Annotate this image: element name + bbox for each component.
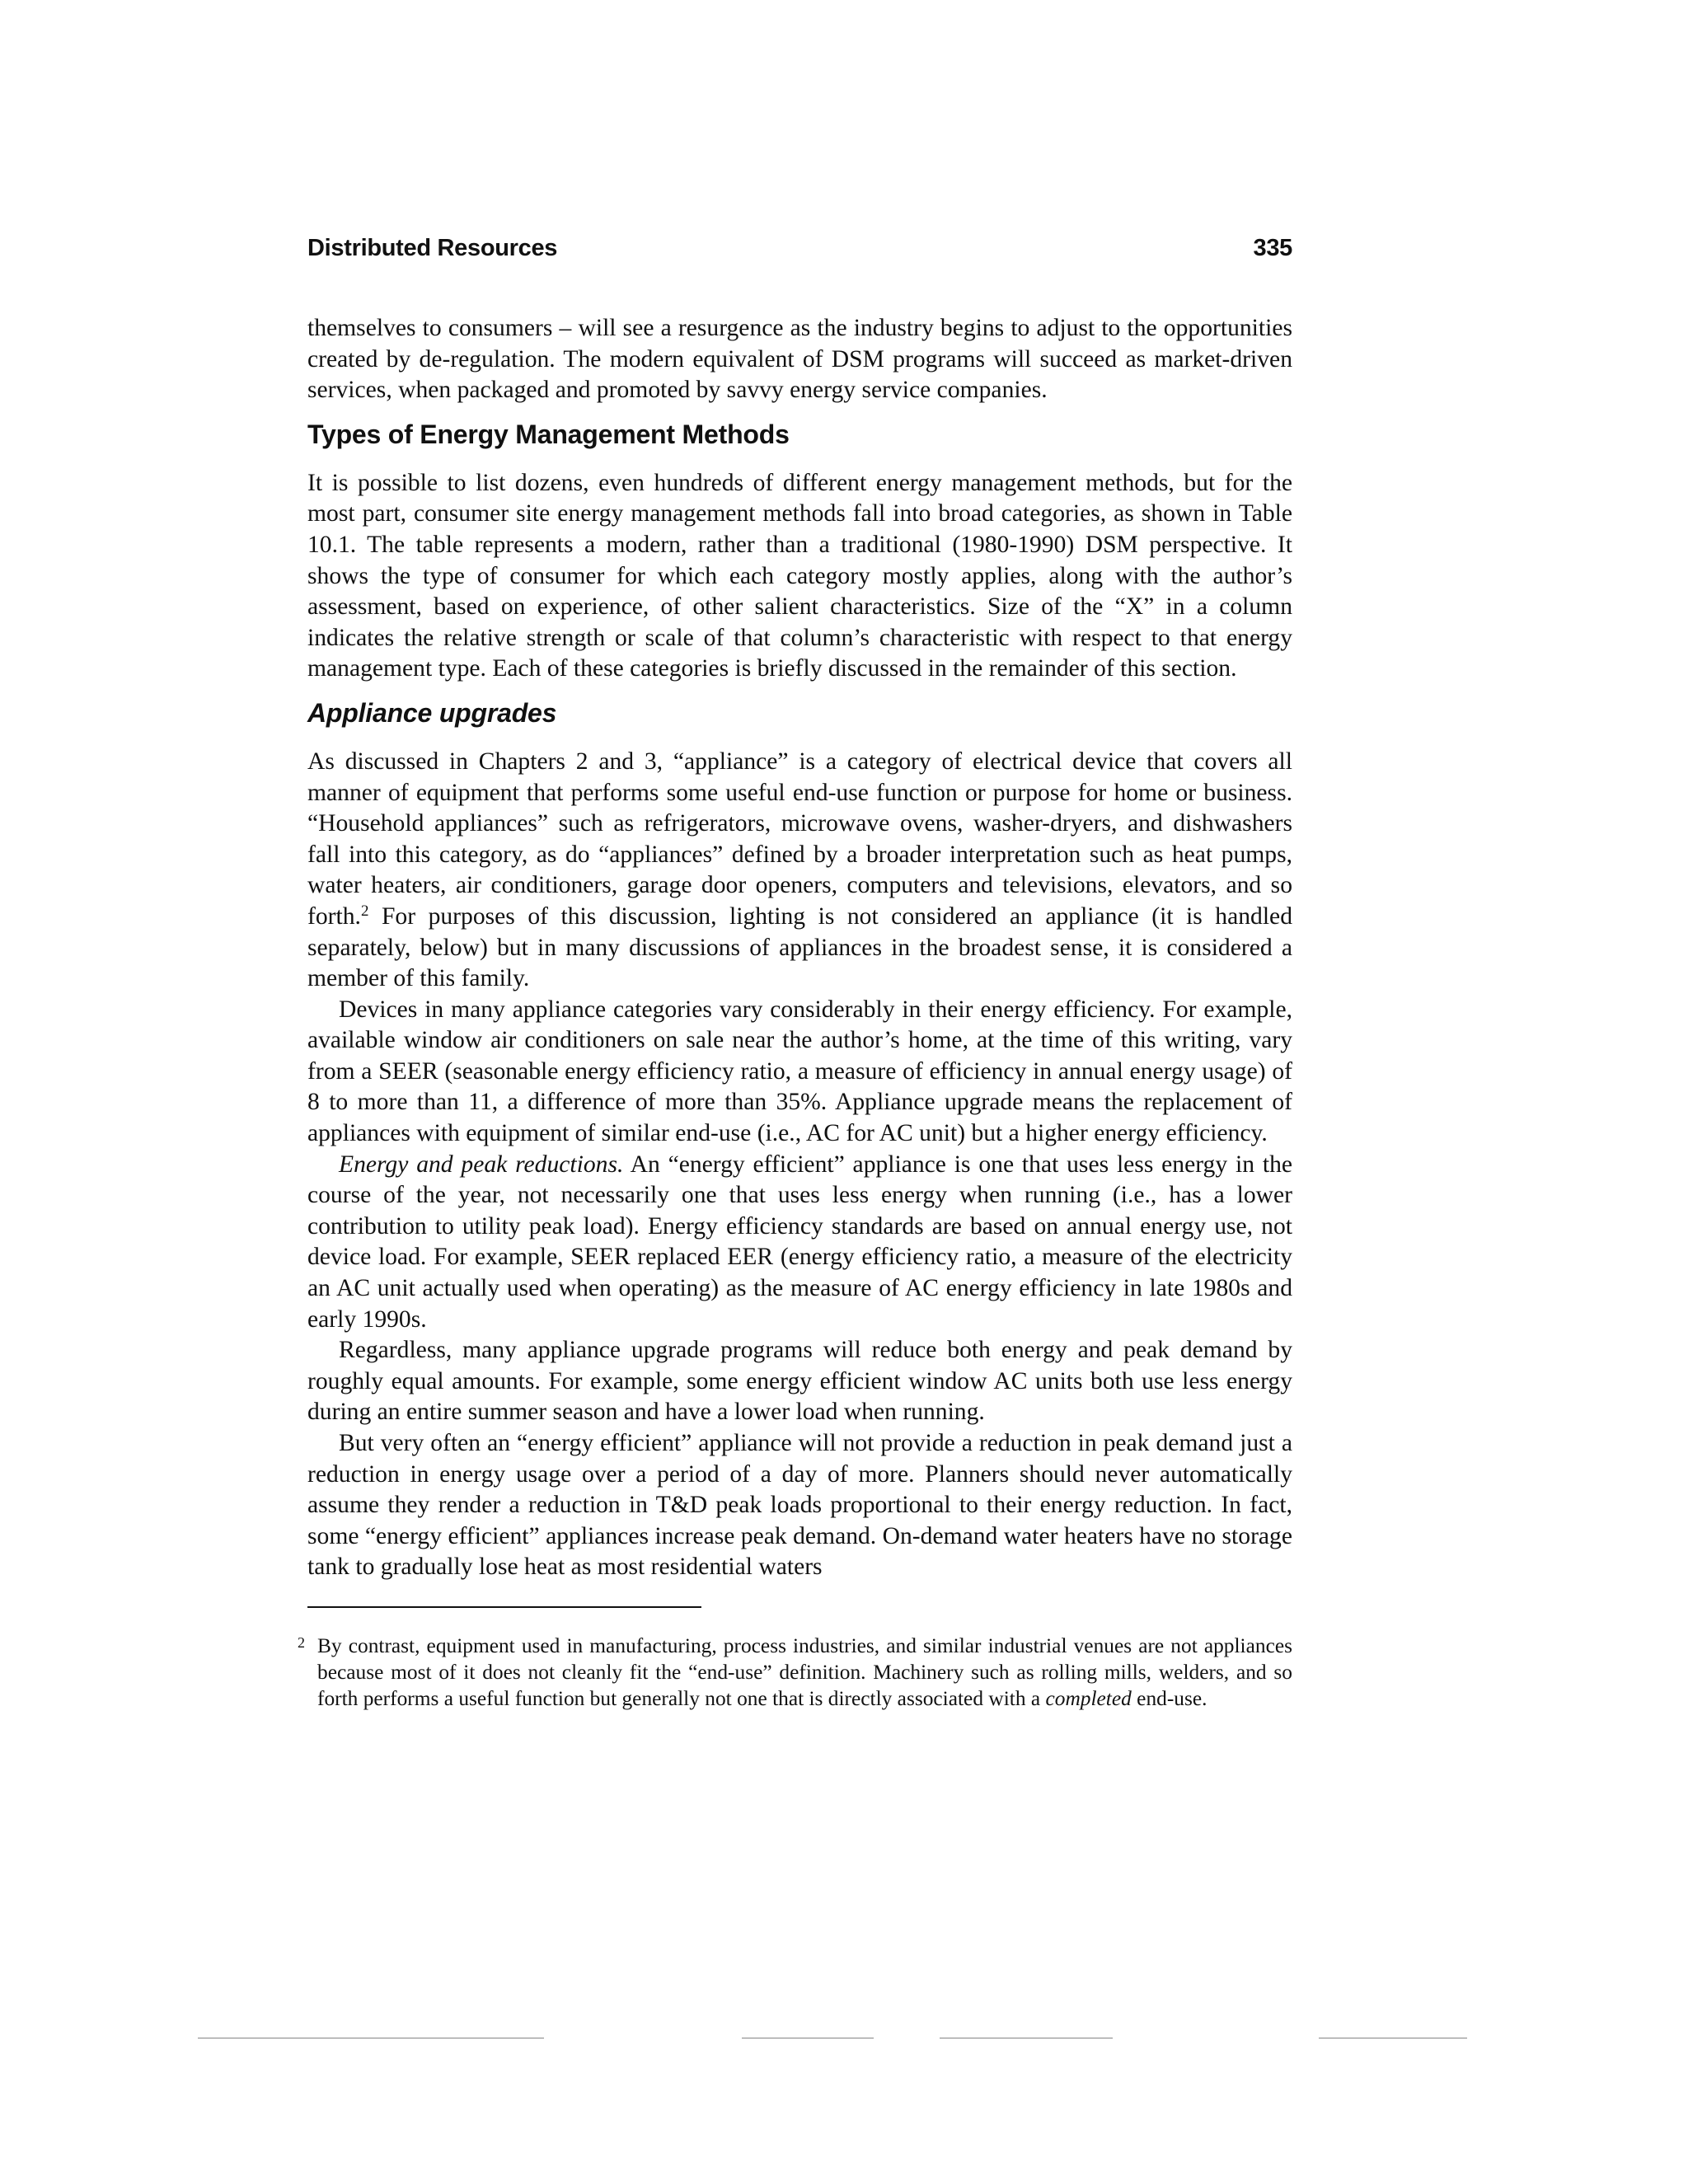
book-page bbox=[298, 235, 1293, 1712]
appliance-paragraph-1-text: As discussed in Chapters 2 and 3, “appliance” is a category of electrical device that covers all manner of equipment that performs some useful end-use function or purpose for home or business. “Household appliances” such as refrigerators, microwave ovens, washer-dryers, and dishwashers fall into this category, as do “appliances” defined by a broader interpretation such as heat pumps, water heaters, air conditioners, garage door openers, computers and televisions, elevators, and so forth. bbox=[307, 748, 1292, 930]
appliance-paragraph-2: Devices in many appliance categories vary considerably in their energy efficiency. For example, available window air conditioners on sale near the author’s home, at the time of this writing, vary from a SEER (seasonable energy efficiency ratio, a measure of efficiency in annual energy usage) of 8 to more than 11, a difference of more than 35%. Appliance upgrade means the replacement of appliances with equipment of similar end-use (i.e., AC for AC unit) but a higher energy efficiency. bbox=[307, 996, 1292, 1147]
section-heading: Types of Energy Management Methods bbox=[307, 419, 790, 449]
footnote-divider bbox=[307, 1606, 701, 1608]
running-title: Distributed Resources bbox=[307, 235, 558, 261]
footnote-reference: 2 bbox=[360, 902, 369, 920]
appliance-paragraph-5: But very often an “energy efficient” appliance will not provide a reduction in peak demand just a reduction in energy usage over a period of a day of more. Planners should never automatically assume they render a reduction in T&D peak loads proportional to their energy reduction. In fact, some “energy efficient” appliances increase peak demand. On-demand water heaters have no storage tank to gradually lose heat as most residential waters bbox=[307, 1430, 1292, 1581]
running-head bbox=[307, 235, 1292, 268]
subsection-heading: Appliance upgrades bbox=[307, 697, 557, 728]
section-paragraph: It is possible to list dozens, even hundreds of different energy management methods, but for the most part, consumer site energy management methods fall into broad categories, as shown in Table 10.1. The table represents a modern, rather than a traditional (1980-1990) DSM perspective. It shows the type of consumer for which each category mostly applies, along with the author’s assessment, based on experience, of other salient characteristics. Size of the “X” in a column indicates the relative strength or scale of that column’s characteristic with respect to that energy management type. Each of these categories is briefly discussed in the remainder of this section. bbox=[307, 469, 1292, 682]
footnote bbox=[298, 1633, 1292, 1712]
footnote-text: By contrast, equipment used in manufacturing, process industries, and similar industrial venues are not appliances because most of it does not cleanly fit the “end-use” definition. Machinery such as rolling mills, welders, and so forth performs a useful function but generally not one that is directly associated with a bbox=[317, 1633, 1292, 1710]
appliance-paragraph-1-continuation: For purposes of this discussion, lighting is not considered an appliance (it is handled separately, below) but in many discussions of appliances in the broadest sense, it is considered a member of this family. bbox=[307, 902, 1292, 992]
appliance-paragraph-4: Regardless, many appliance upgrade programs will reduce both energy and peak demand by roughly equal amounts. For example, some energy efficient window AC units both use less energy during an entire summer season and have a lower load when running. bbox=[307, 1337, 1292, 1426]
appliance-paragraph-1 bbox=[307, 747, 1292, 995]
footnote-text-end: end-use. bbox=[1131, 1686, 1207, 1710]
run-in-heading: Energy and peak reductions. bbox=[339, 1151, 624, 1178]
footnote-italic-word: completed bbox=[1045, 1686, 1132, 1710]
scan-artifact-line bbox=[198, 2036, 1467, 2041]
appliance-paragraph-3 bbox=[307, 1150, 1292, 1336]
footnote-mark: 2 bbox=[298, 1633, 305, 1651]
intro-paragraph: themselves to consumers – will see a resurgence as the industry begins to adjust to the opportunities created by de-regulation. The modern equivalent of DSM programs will succeed as market-driven services, when packaged and promoted by savvy energy service companies. bbox=[307, 315, 1292, 404]
page-number: 335 bbox=[1253, 235, 1292, 261]
appliance-paragraph-3-text: An “energy efficient” appliance is one that uses less energy in the course of the year, not necessarily one that uses less energy when running (i.e., has a lower contribution to utility peak load). Energy efficiency standards are based on annual energy use, not device load. For example, SEER replaced EER (energy efficiency ratio, a measure of the electricity an AC unit actually used when operating) as the measure of AC energy efficiency in late 1980s and early 1990s. bbox=[307, 1151, 1293, 1333]
